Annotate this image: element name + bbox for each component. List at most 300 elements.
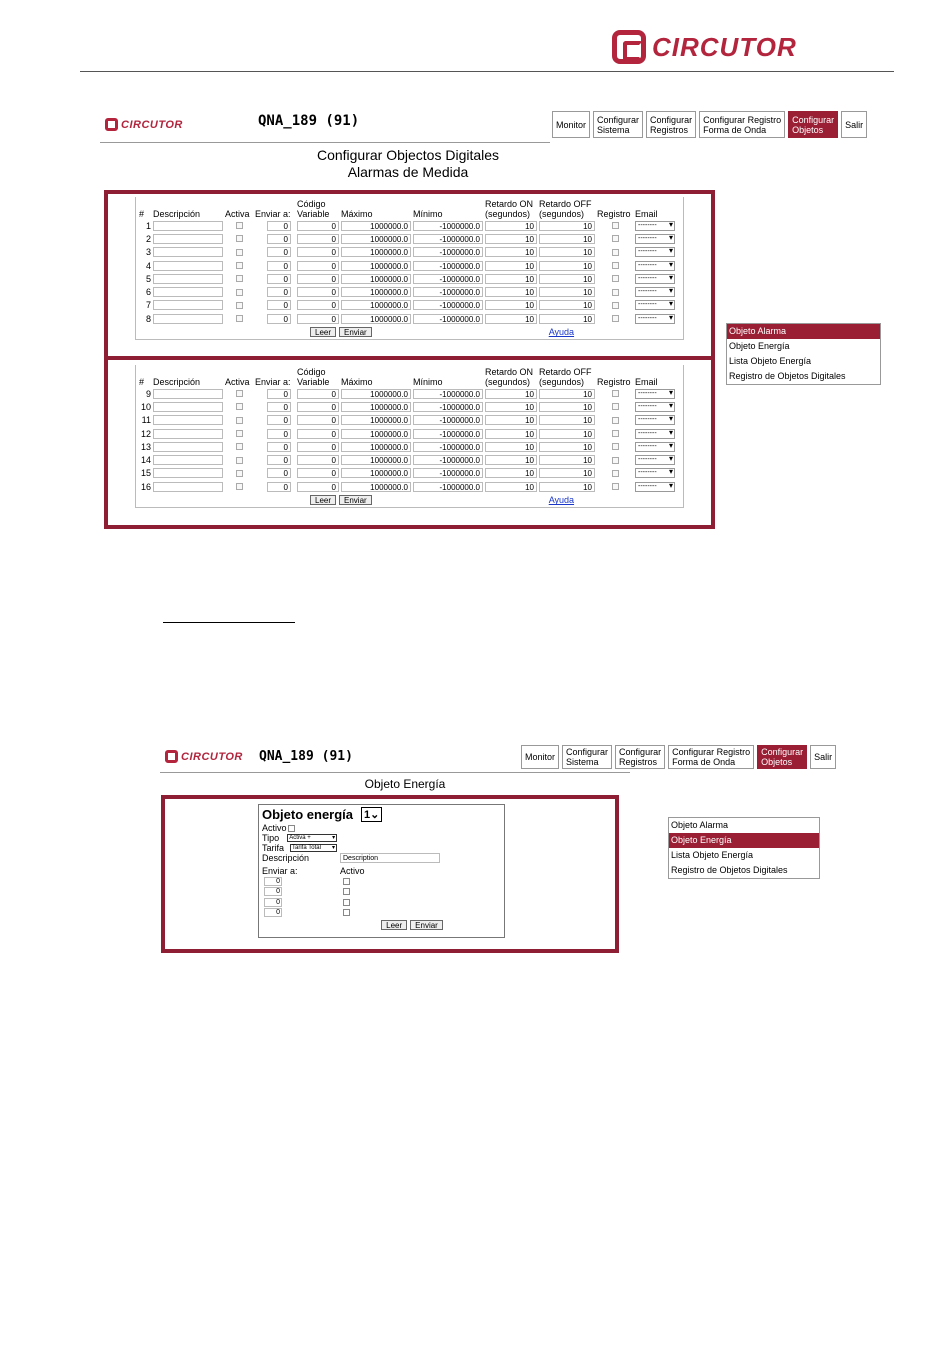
minimo-input[interactable]: -1000000.0 [413, 482, 483, 492]
enviar-activo-checkbox[interactable] [343, 909, 350, 916]
table-row [138, 219, 678, 232]
description-input[interactable] [153, 274, 223, 284]
row-number: 1 [145, 220, 151, 231]
energy-heading: Objeto energía [262, 807, 354, 822]
retardo-on-input[interactable]: 10 [485, 389, 537, 399]
table-row [138, 299, 678, 312]
retardo-off-input[interactable]: 10 [539, 247, 595, 257]
minimo-input[interactable]: -1000000.0 [413, 314, 483, 324]
menu-item[interactable]: Lista Objeto Energía [729, 356, 812, 366]
enviar-address-input[interactable]: 0 [264, 908, 282, 917]
menu-item[interactable]: Registro de Objetos Digitales [671, 865, 788, 875]
alarm-a-help-link[interactable]: Ayuda [548, 327, 575, 338]
email-select[interactable]: -------- ▾ [635, 287, 675, 297]
email-select[interactable]: -------- ▾ [635, 234, 675, 244]
energy-tipo-value: Activa + [289, 835, 311, 841]
registro-checkbox[interactable] [612, 262, 619, 269]
codigo-input[interactable]: 0 [297, 415, 339, 425]
description-input[interactable] [153, 429, 223, 439]
maximo-input[interactable]: 1000000.0 [341, 482, 411, 492]
registro-checkbox[interactable] [612, 443, 619, 450]
retardo-on-input[interactable]: 10 [485, 287, 537, 297]
email-select[interactable]: -------- ▾ [635, 314, 675, 324]
retardo-off-input[interactable]: 10 [539, 274, 595, 284]
retardo-on-input[interactable]: 10 [485, 468, 537, 478]
retardo-off-input[interactable]: 10 [539, 300, 595, 310]
codigo-input[interactable]: 0 [297, 234, 339, 244]
column-header: Activa [225, 377, 250, 387]
retardo-off-input[interactable]: 10 [539, 287, 595, 297]
activa-checkbox[interactable] [236, 470, 243, 477]
table-header-row [138, 365, 678, 387]
nav-button[interactable]: Salir [810, 745, 836, 769]
retardo-off-input[interactable]: 10 [539, 402, 595, 412]
codigo-input[interactable]: 0 [297, 442, 339, 452]
codigo-input[interactable]: 0 [297, 247, 339, 257]
email-select[interactable]: -------- ▾ [635, 455, 675, 465]
menu-item[interactable]: Objeto Energía [669, 833, 819, 848]
enviar-activo-checkbox[interactable] [343, 878, 350, 885]
description-input[interactable] [153, 455, 223, 465]
email-select[interactable]: -------- ▾ [635, 247, 675, 257]
description-input[interactable] [153, 389, 223, 399]
shot1-page-title [258, 147, 558, 181]
enviar-input[interactable]: 0 [267, 221, 291, 231]
enviar-input[interactable]: 0 [267, 468, 291, 478]
retardo-on-input[interactable]: 10 [485, 234, 537, 244]
column-header: Mínimo [413, 209, 443, 219]
minimo-input[interactable]: -1000000.0 [413, 455, 483, 465]
description-input[interactable] [153, 415, 223, 425]
page-brand-text: CIRCUTOR [652, 31, 797, 62]
table-row [138, 414, 678, 427]
column-header: Retardo ON (segundos) [485, 199, 534, 219]
table-row [138, 453, 678, 466]
energy-object-select-value: 1 [364, 809, 371, 821]
codigo-input[interactable]: 0 [297, 468, 339, 478]
alarm-a-send-button[interactable]: Enviar [339, 327, 372, 337]
nav-button[interactable]: Monitor [521, 745, 559, 769]
retardo-on-input[interactable]: 10 [485, 300, 537, 310]
email-select[interactable]: -------- ▾ [635, 415, 675, 425]
row-number: 5 [145, 273, 151, 284]
page-logo [612, 30, 797, 64]
activa-checkbox[interactable] [236, 403, 243, 410]
description-input[interactable] [153, 468, 223, 478]
enviar-input[interactable]: 0 [267, 482, 291, 492]
energy-activo-label: Activo [262, 823, 287, 833]
retardo-off-input[interactable]: 10 [539, 429, 595, 439]
menu-item[interactable]: Lista Objeto Energía [671, 850, 754, 860]
energy-activo-checkbox[interactable] [288, 825, 295, 832]
minimo-input[interactable]: -1000000.0 [413, 442, 483, 452]
column-header: Retardo OFF (segundos) [539, 199, 592, 219]
row-number: 2 [145, 233, 151, 244]
retardo-off-input[interactable]: 10 [539, 415, 595, 425]
retardo-on-input[interactable]: 10 [485, 455, 537, 465]
email-select[interactable]: -------- ▾ [635, 442, 675, 452]
table-row [138, 387, 678, 400]
row-number: 11 [141, 415, 151, 426]
nav-button[interactable]: Configurar Objetos [788, 111, 838, 138]
table-header-row [138, 197, 678, 219]
retardo-off-input[interactable]: 10 [539, 468, 595, 478]
column-header: Descripción [153, 209, 201, 219]
retardo-on-input[interactable]: 10 [485, 221, 537, 231]
description-input[interactable] [153, 300, 223, 310]
maximo-input[interactable]: 1000000.0 [341, 300, 411, 310]
activa-checkbox[interactable] [236, 275, 243, 282]
codigo-input[interactable]: 0 [297, 314, 339, 324]
row-number: 15 [140, 468, 151, 479]
retardo-on-input[interactable]: 10 [485, 314, 537, 324]
column-header: Email [635, 209, 658, 219]
row-number: 4 [145, 260, 151, 271]
registro-checkbox[interactable] [612, 417, 619, 424]
energy-tipo-select[interactable] [287, 834, 337, 842]
table-row [138, 272, 678, 285]
enviar-input[interactable]: 0 [267, 247, 291, 257]
nav-button[interactable]: Configurar Sistema [562, 745, 612, 769]
codigo-input[interactable]: 0 [297, 274, 339, 284]
column-header: Enviar a: [255, 377, 291, 387]
column-header: Código Variable [297, 367, 330, 387]
column-header: Máximo [341, 377, 373, 387]
enviar-address-input[interactable]: 0 [264, 877, 282, 886]
maximo-input[interactable]: 1000000.0 [341, 234, 411, 244]
description-input[interactable] [153, 482, 223, 492]
enviar-address-input[interactable]: 0 [264, 898, 282, 907]
energy-descripcion-input[interactable]: Description [340, 853, 440, 863]
nav-button[interactable]: Configurar Registros [646, 111, 696, 138]
table-row [138, 312, 678, 325]
retardo-off-input[interactable]: 10 [539, 314, 595, 324]
codigo-input[interactable]: 0 [297, 389, 339, 399]
shot2-logo [165, 750, 243, 763]
enviar-activo-checkbox[interactable] [343, 899, 350, 906]
registro-checkbox[interactable] [612, 249, 619, 256]
enviar-input[interactable]: 0 [267, 261, 291, 271]
activa-checkbox[interactable] [236, 390, 243, 397]
nav-button[interactable]: Salir [841, 111, 867, 138]
minimo-input[interactable]: -1000000.0 [413, 221, 483, 231]
energy-tarifa-label: Tarifa [262, 843, 285, 853]
shot1-logo [105, 118, 183, 131]
minimo-input[interactable]: -1000000.0 [413, 274, 483, 284]
maximo-input[interactable]: 1000000.0 [341, 247, 411, 257]
list-item [262, 876, 501, 887]
retardo-off-input[interactable]: 10 [539, 234, 595, 244]
page-header-rule [80, 71, 894, 72]
energy-activo-col-label: Activo [340, 866, 365, 876]
description-input[interactable] [153, 402, 223, 412]
shot1-brand-text: CIRCUTOR [121, 118, 183, 131]
alarm-b-send-button[interactable]: Enviar [339, 495, 372, 505]
maximo-input[interactable]: 1000000.0 [341, 389, 411, 399]
table-row [138, 259, 678, 272]
shot1-device-title: QNA_189 (91) [258, 113, 360, 129]
table-row [138, 440, 678, 453]
description-input[interactable] [153, 247, 223, 257]
row-number: 7 [145, 300, 151, 311]
enviar-activo-checkbox[interactable] [343, 888, 350, 895]
registro-checkbox[interactable] [612, 302, 619, 309]
codigo-input[interactable]: 0 [297, 482, 339, 492]
retardo-off-input[interactable]: 10 [539, 482, 595, 492]
registro-checkbox[interactable] [612, 390, 619, 397]
row-number: 14 [140, 455, 151, 466]
maximo-input[interactable]: 1000000.0 [341, 455, 411, 465]
nav-button[interactable]: Configurar Objetos [757, 745, 807, 769]
description-input[interactable] [153, 261, 223, 271]
registro-checkbox[interactable] [612, 289, 619, 296]
activa-checkbox[interactable] [236, 235, 243, 242]
energy-object-panel [258, 804, 505, 938]
row-number: 6 [145, 287, 151, 298]
minimo-input[interactable]: -1000000.0 [413, 247, 483, 257]
column-header: Email [635, 377, 658, 387]
email-select[interactable]: -------- ▾ [635, 261, 675, 271]
email-select[interactable]: -------- ▾ [635, 274, 675, 284]
column-header: Código Variable [297, 199, 330, 219]
minimo-input[interactable]: -1000000.0 [413, 261, 483, 271]
maximo-input[interactable]: 1000000.0 [341, 221, 411, 231]
energy-tipo-label: Tipo [262, 833, 280, 843]
column-header: Retardo ON (segundos) [485, 367, 534, 387]
shot2-header-rule [160, 772, 630, 773]
activa-checkbox[interactable] [236, 289, 243, 296]
shot1-object-menu [726, 323, 881, 385]
column-header: Registro [597, 209, 631, 219]
energy-read-button[interactable]: Leer [381, 920, 407, 930]
column-header: Registro [597, 377, 631, 387]
column-header: Descripción [153, 377, 201, 387]
section-underline [163, 622, 295, 623]
row-number: 16 [140, 481, 151, 492]
retardo-on-input[interactable]: 10 [485, 274, 537, 284]
circutor-mini-logo-icon [105, 118, 118, 131]
menu-item[interactable]: Objeto Alarma [727, 324, 880, 339]
codigo-input[interactable]: 0 [297, 300, 339, 310]
retardo-off-input[interactable]: 10 [539, 442, 595, 452]
shot2-brand-text: CIRCUTOR [181, 750, 243, 763]
activa-checkbox[interactable] [236, 222, 243, 229]
energy-object-select[interactable] [361, 807, 382, 822]
retardo-on-input[interactable]: 10 [485, 429, 537, 439]
enviar-input[interactable]: 0 [267, 415, 291, 425]
shot2-top-nav [521, 745, 836, 769]
retardo-on-input[interactable]: 10 [485, 261, 537, 271]
minimo-input[interactable]: -1000000.0 [413, 389, 483, 399]
minimo-input[interactable]: -1000000.0 [413, 468, 483, 478]
shot2-object-menu [668, 817, 820, 879]
enviar-input[interactable]: 0 [267, 455, 291, 465]
enviar-address-input[interactable]: 0 [264, 887, 282, 896]
email-select[interactable]: -------- ▾ [635, 221, 675, 231]
table-row [138, 467, 678, 480]
row-number: 12 [140, 428, 151, 439]
registro-checkbox[interactable] [612, 483, 619, 490]
registro-checkbox[interactable] [612, 430, 619, 437]
codigo-input[interactable]: 0 [297, 261, 339, 271]
email-select[interactable]: -------- ▾ [635, 389, 675, 399]
column-header: Activa [225, 209, 250, 219]
table-row [138, 400, 678, 413]
menu-item[interactable]: Objeto Alarma [671, 820, 729, 830]
retardo-off-input[interactable]: 10 [539, 455, 595, 465]
energy-send-button[interactable]: Enviar [410, 920, 443, 930]
email-select[interactable]: -------- ▾ [635, 468, 675, 478]
shot1-title-line1: Configurar Objectos Digitales [316, 147, 500, 163]
row-number: 9 [145, 388, 151, 399]
nav-button[interactable]: Configurar Sistema [593, 111, 643, 138]
enviar-input[interactable]: 0 [267, 300, 291, 310]
list-item [262, 908, 501, 919]
email-select[interactable]: -------- ▾ [635, 429, 675, 439]
row-number: 10 [140, 401, 151, 412]
description-input[interactable] [153, 442, 223, 452]
enviar-input[interactable]: 0 [267, 402, 291, 412]
retardo-on-input[interactable]: 10 [485, 247, 537, 257]
row-number: 13 [140, 441, 151, 452]
registro-checkbox[interactable] [612, 275, 619, 282]
enviar-input[interactable]: 0 [267, 287, 291, 297]
codigo-input[interactable]: 0 [297, 402, 339, 412]
codigo-input[interactable]: 0 [297, 221, 339, 231]
maximo-input[interactable]: 1000000.0 [341, 274, 411, 284]
column-header: # [139, 209, 145, 219]
energy-enviar-list [262, 876, 501, 918]
maximo-input[interactable]: 1000000.0 [341, 314, 411, 324]
retardo-on-input[interactable]: 10 [485, 415, 537, 425]
retardo-on-input[interactable]: 10 [485, 442, 537, 452]
registro-checkbox[interactable] [612, 403, 619, 410]
enviar-input[interactable]: 0 [267, 274, 291, 284]
column-header: Máximo [341, 209, 373, 219]
registro-checkbox[interactable] [612, 315, 619, 322]
maximo-input[interactable]: 1000000.0 [341, 415, 411, 425]
table-row [138, 480, 678, 493]
list-item [262, 897, 501, 908]
enviar-input[interactable]: 0 [267, 429, 291, 439]
energy-enviar-label: Enviar a: [262, 866, 298, 876]
retardo-off-input[interactable]: 10 [539, 221, 595, 231]
minimo-input[interactable]: -1000000.0 [413, 300, 483, 310]
codigo-input[interactable]: 0 [297, 287, 339, 297]
enviar-input[interactable]: 0 [267, 314, 291, 324]
energy-tarifa-value: Tarifa Total [292, 845, 321, 851]
nav-button[interactable]: Configurar Registro Forma de Onda [699, 111, 785, 138]
column-header: # [139, 377, 145, 387]
column-header: Enviar a: [255, 209, 291, 219]
enviar-input[interactable]: 0 [267, 234, 291, 244]
retardo-on-input[interactable]: 10 [485, 482, 537, 492]
retardo-off-input[interactable]: 10 [539, 261, 595, 271]
chevron-down-icon: ▾ [332, 835, 336, 841]
maximo-input[interactable]: 1000000.0 [341, 287, 411, 297]
enviar-input[interactable]: 0 [267, 389, 291, 399]
frame-divider [108, 356, 711, 360]
circutor-mini-logo-icon [165, 750, 178, 763]
activa-checkbox[interactable] [236, 315, 243, 322]
maximo-input[interactable]: 1000000.0 [341, 261, 411, 271]
codigo-input[interactable]: 0 [297, 455, 339, 465]
shot1-top-nav [552, 111, 867, 138]
minimo-input[interactable]: -1000000.0 [413, 429, 483, 439]
row-number: 8 [145, 313, 151, 324]
email-select[interactable]: -------- ▾ [635, 482, 675, 492]
registro-checkbox[interactable] [612, 235, 619, 242]
column-header: Mínimo [413, 377, 443, 387]
alarm-b-read-button[interactable]: Leer [310, 495, 336, 505]
row-number: 3 [145, 247, 151, 258]
column-header: Retardo OFF (segundos) [539, 367, 592, 387]
alarm-b-help-link[interactable]: Ayuda [548, 495, 575, 506]
maximo-input[interactable]: 1000000.0 [341, 468, 411, 478]
circutor-logo-icon [612, 30, 646, 64]
description-input[interactable] [153, 234, 223, 244]
description-input[interactable] [153, 287, 223, 297]
minimo-input[interactable]: -1000000.0 [413, 415, 483, 425]
minimo-input[interactable]: -1000000.0 [413, 234, 483, 244]
shot2-device-title: QNA_189 (91) [259, 749, 353, 764]
shot1-title-line2: Alarmas de Medida [347, 164, 469, 180]
registro-checkbox[interactable] [612, 470, 619, 477]
table-row [138, 232, 678, 245]
activa-checkbox[interactable] [236, 457, 243, 464]
activa-checkbox[interactable] [236, 262, 243, 269]
activa-checkbox[interactable] [236, 302, 243, 309]
nav-button[interactable]: Monitor [552, 111, 590, 138]
activa-checkbox[interactable] [236, 249, 243, 256]
menu-item[interactable]: Objeto Energía [729, 341, 790, 351]
registro-checkbox[interactable] [612, 457, 619, 464]
maximo-input[interactable]: 1000000.0 [341, 402, 411, 412]
activa-checkbox[interactable] [236, 483, 243, 490]
table-row [138, 427, 678, 440]
menu-item[interactable]: Registro de Objetos Digitales [729, 371, 846, 381]
alarm-table-a [135, 197, 684, 340]
table-row [138, 246, 678, 259]
nav-button[interactable]: Configurar Registros [615, 745, 665, 769]
email-select[interactable]: -------- ▾ [635, 402, 675, 412]
minimo-input[interactable]: -1000000.0 [413, 287, 483, 297]
activa-checkbox[interactable] [236, 417, 243, 424]
table-row [138, 285, 678, 298]
list-item [262, 887, 501, 898]
nav-button[interactable]: Configurar Registro Forma de Onda [668, 745, 754, 769]
activa-checkbox[interactable] [236, 430, 243, 437]
enviar-input[interactable]: 0 [267, 442, 291, 452]
energy-tarifa-select[interactable] [290, 844, 337, 852]
registro-checkbox[interactable] [612, 222, 619, 229]
alarm-a-read-button[interactable]: Leer [310, 327, 336, 337]
energy-descripcion-label: Descripción [262, 853, 310, 863]
activa-checkbox[interactable] [236, 443, 243, 450]
maximo-input[interactable]: 1000000.0 [341, 429, 411, 439]
description-input[interactable] [153, 221, 223, 231]
codigo-input[interactable]: 0 [297, 429, 339, 439]
retardo-on-input[interactable]: 10 [485, 402, 537, 412]
maximo-input[interactable]: 1000000.0 [341, 442, 411, 452]
shot1-header-rule [100, 142, 550, 143]
email-select[interactable]: -------- ▾ [635, 300, 675, 310]
minimo-input[interactable]: -1000000.0 [413, 402, 483, 412]
shot2-page-title: Objeto Energía [364, 777, 446, 791]
chevron-down-icon: ▾ [332, 845, 336, 851]
retardo-off-input[interactable]: 10 [539, 389, 595, 399]
description-input[interactable] [153, 314, 223, 324]
